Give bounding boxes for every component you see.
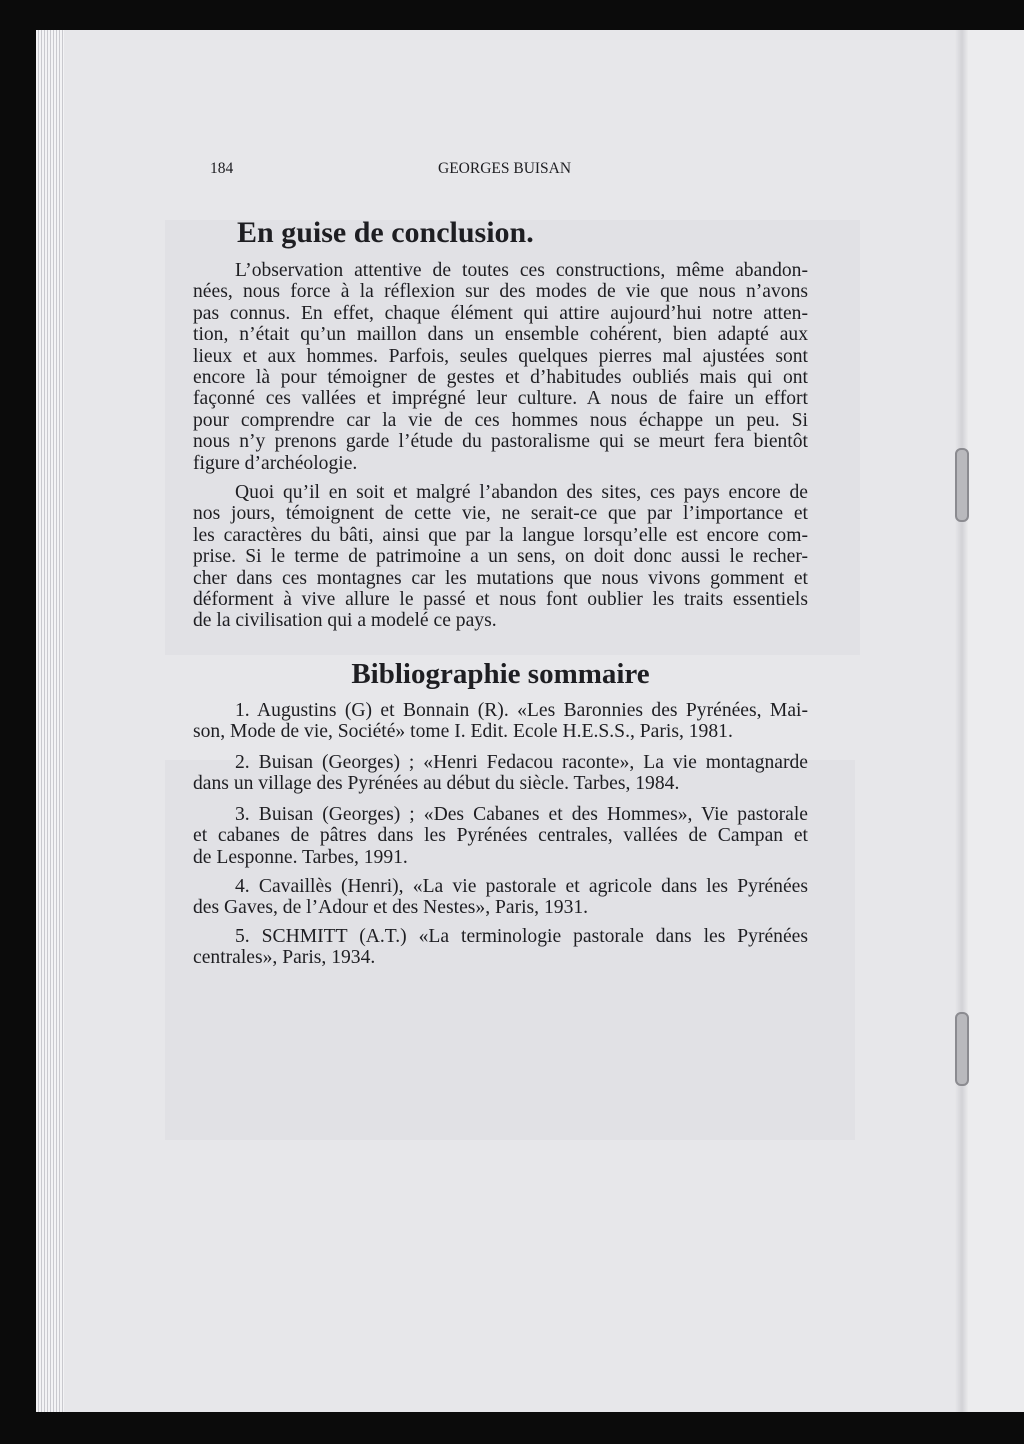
text-line: son, Mode de vie, Société» tome I. Edit. Ecole H.E.S.S., Paris, 1981. <box>193 721 733 743</box>
text-line: nous n’y prenons garde l’étude du pastoralisme qui se meurt fera bientôt <box>193 431 808 453</box>
page-edges <box>36 30 64 1412</box>
paragraph <box>193 482 808 632</box>
text-line: pour comprendre car la vie de ces hommes nous échappe un peu. Si <box>193 409 808 431</box>
text-line: de la civilisation qui a modelé ce pays. <box>193 610 497 632</box>
text-line: 3. Buisan (Georges) ; «Des Cabanes et des Hommes», Vie pastorale <box>235 804 808 825</box>
text-line: les caractères du bâti, ainsi que par la langue lorsqu’elle est encore com- <box>193 524 808 546</box>
bibliography-entry <box>193 926 808 969</box>
bibliography-entry <box>193 752 808 795</box>
page-number: 184 <box>210 160 234 177</box>
paragraph <box>193 260 808 474</box>
running-title: GEORGES BUISAN <box>438 160 572 177</box>
facing-page <box>969 30 1024 1412</box>
text-line: nos jours, témoignent de cette vie, ne serait-ce que par l’importance et <box>193 503 808 525</box>
text-line: cher dans ces montagnes car les mutations que nous vivons gomment et <box>193 567 808 589</box>
text-line: L’observation attentive de toutes ces constructions, même abandon- <box>235 260 808 281</box>
text-line: des Gaves, de l’Adour et des Nestes», Paris, 1931. <box>193 897 589 919</box>
text-line: pas connus. En effet, chaque élément qui attire aujourd’hui notre atten- <box>193 302 808 324</box>
book-spine <box>955 30 969 1412</box>
bibliography-entry <box>193 876 808 919</box>
text-line: déforment à vive allure le passé et nous font oublier les traits essentiels <box>193 588 808 610</box>
staple <box>955 1012 969 1086</box>
bibliography-entry <box>193 804 808 868</box>
text-line: de Lesponne. Tarbes, 1991. <box>193 846 408 868</box>
bibliography-title: Bibliographie sommaire <box>351 658 650 690</box>
text-line: encore là pour témoigner de gestes et d’habitudes oubliés mais qui ont <box>193 366 808 388</box>
text-line: 2. Buisan (Georges) ; «Henri Fedacou raconte», La vie montagnarde <box>235 752 808 773</box>
text-line: façonné ces vallées et imprégné leur culture. A nous de faire un effort <box>193 388 808 410</box>
text-line: Quoi qu’il en soit et malgré l’abandon des sites, ces pays encore de <box>235 482 808 503</box>
text-line: nées, nous force à la réflexion sur des modes de vie que nous n’avons <box>193 281 808 303</box>
text-line: 5. SCHMITT (A.T.) «La terminologie pastorale dans les Pyrénées <box>235 926 808 947</box>
text-line: et cabanes de pâtres dans les Pyrénées centrales, vallées de Campan et <box>193 825 808 847</box>
text-line: 1. Augustins (G) et Bonnain (R). «Les Baronnies des Pyrénées, Mai- <box>235 700 808 721</box>
section-title: En guise de conclusion. <box>237 216 534 249</box>
text-line: tion, n’était qu’un maillon dans un ensemble cohérent, bien adapté aux <box>193 324 808 346</box>
text-line: centrales», Paris, 1934. <box>193 947 376 969</box>
text-line: figure d’archéologie. <box>193 452 358 474</box>
text-line: lieux et aux hommes. Parfois, seules quelques pierres mal ajustées sont <box>193 345 808 367</box>
text-line: dans un village des Pyrénées au début du siècle. Tarbes, 1984. <box>193 773 680 795</box>
text-line: prise. Si le terme de patrimoine a un sens, on doit donc aussi le recher- <box>193 546 808 568</box>
text-line: 4. Cavaillès (Henri), «La vie pastorale et agricole dans les Pyrénées <box>235 876 808 897</box>
bibliography-entry <box>193 700 808 743</box>
staple <box>955 448 969 522</box>
